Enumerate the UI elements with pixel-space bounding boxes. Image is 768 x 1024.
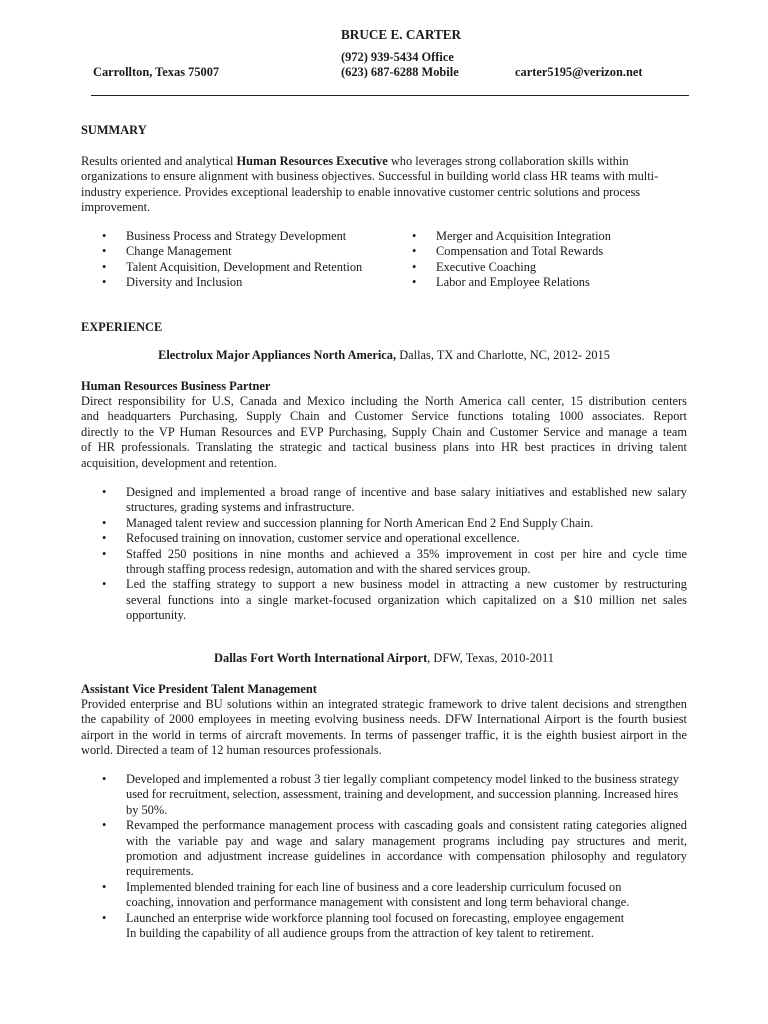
list-item: • Change Management: [102, 244, 232, 259]
description-line: Direct responsibility for U.S, Canada and Mexico including the North America call center, 15 distribution centers: [81, 394, 687, 408]
description-line: of HR professionals. Translating the strategic and tactical business plans into HR best practices in driving talent: [81, 440, 687, 455]
description-line: acquisition, development and retention.: [81, 455, 277, 470]
bullet-icon: •: [102, 546, 107, 561]
job-description: [81, 394, 687, 471]
job-company: Electrolux Major Appliances North America,: [158, 348, 397, 362]
job-title: Human Resources Business Partner: [81, 379, 271, 393]
summary-intro-pre: Results oriented and analytical: [81, 154, 237, 168]
description-line: world. Directed a team of 12 human resources professionals.: [81, 743, 382, 758]
office-phone: (972) 939-5434 Office: [341, 50, 454, 64]
description-line: Provided enterprise and BU solutions within an integrated strategic framework to drive talent decisions and strengthen: [81, 697, 687, 711]
experience-heading: EXPERIENCE: [81, 320, 163, 334]
bullet-icon: •: [412, 244, 417, 259]
description-line: the capability of 2000 employees in meeting evolving business needs. DFW International Airport is the fourth busiest: [81, 712, 687, 727]
list-item: • Refocused training on innovation, customer service and operational excellence.: [102, 531, 520, 546]
job-accomplishments: [81, 772, 687, 941]
description-line: and headquarters Purchasing, Supply Chain and Customer Service functions totaling 1000 associates. Report: [81, 409, 687, 424]
bullet-icon: •: [102, 244, 107, 259]
email-address: carter5195@verizon.net: [515, 65, 643, 79]
list-item: • Executive Coaching: [412, 259, 537, 274]
bullet-icon: •: [102, 259, 107, 274]
bullet-icon: •: [102, 229, 107, 243]
summary-intro-bold: Human Resources Executive: [236, 154, 388, 168]
job-employer-line: [81, 651, 687, 666]
job-accomplishments: [81, 485, 687, 624]
mobile-phone: (623) 687-6288 Mobile: [341, 65, 459, 79]
summary-intro: [81, 154, 687, 216]
bullet-icon: •: [102, 515, 107, 530]
job-description: [81, 697, 687, 759]
bullet-icon: •: [102, 879, 107, 894]
list-item: • Revamped the performance management process with cascading goals and consistent rating categories aligned with the variable pay and wage and salary management programs including pay structures and merit, promotion and adjustment increase guidelines in accordance with compensation philosophy and regulatory requirements.: [102, 818, 687, 879]
bullet-icon: •: [102, 772, 107, 786]
list-item: • Diversity and Inclusion: [102, 275, 243, 290]
bullet-icon: •: [102, 531, 107, 546]
list-item: • Launched an enterprise wide workforce planning tool focused on forecasting, employee engagement In building the capability of all audience groups from the attraction of key talent to retirement.: [102, 910, 625, 941]
summary-intro-line: organizations to ensure alignment with business objectives. Successful in building world class HR teams with multi-: [81, 169, 659, 184]
list-item: • Developed and implemented a robust 3 tier legally compliant competency model linked to the business strategy used for recruitment, selection, assessment, training and development, and succession planning. Increased hires by 50%.: [102, 772, 679, 817]
bullet-icon: •: [412, 229, 417, 243]
bullet-icon: •: [102, 910, 107, 925]
bullet-icon: •: [102, 818, 107, 833]
summary-heading: SUMMARY: [81, 123, 147, 137]
skills-list-right: [391, 229, 687, 291]
address: Carrollton, Texas 75007: [93, 65, 220, 79]
summary-intro-line: industry experience. Provides exceptional leadership to enable innovative customer centric solutions and process: [81, 184, 641, 199]
list-item: • Labor and Employee Relations: [412, 275, 590, 290]
candidate-name: BRUCE E. CARTER: [341, 27, 462, 42]
job-employer-line: [81, 348, 687, 363]
bullet-icon: •: [102, 577, 107, 592]
job-location-dates: , DFW, Texas, 2010-2011: [427, 651, 554, 665]
list-item: • Talent Acquisition, Development and Retention: [102, 259, 363, 274]
summary-intro-line: improvement.: [81, 200, 151, 215]
bullet-icon: •: [412, 275, 417, 290]
list-item: • Managed talent review and succession planning for North American End 2 End Supply Chain.: [102, 515, 594, 530]
job-location-dates: Dallas, TX and Charlotte, NC, 2012- 2015: [396, 348, 610, 362]
job-title: Assistant Vice President Talent Management: [81, 682, 317, 696]
summary-intro-post: who leverages strong collaboration skills within: [387, 154, 629, 168]
job-company: Dallas Fort Worth International Airport: [214, 651, 428, 665]
description-line: airport in the world in terms of aircraft movements. In terms of passenger traffic, it is the eighth busiest airport in the: [81, 727, 687, 742]
list-item: • Designed and implemented a broad range of incentive and base salary initiatives and established new salary structures, grading systems and infrastructure.: [102, 485, 687, 515]
bullet-icon: •: [102, 275, 107, 290]
list-item: • Implemented blended training for each line of business and a core leadership curriculum focused on coaching, innovation and performance management with consistent and long term behavioral change.: [102, 879, 630, 910]
list-item: • Led the staffing strategy to support a new business model in attracting a new customer by restructuring several functions into a single market-focused organization which capitalized on a $10 million net sales opportunity.: [102, 577, 687, 623]
header-divider: [91, 95, 689, 96]
list-item: • Compensation and Total Rewards: [412, 244, 604, 259]
skills-list-left: [81, 229, 401, 291]
summary-intro-line: [81, 154, 687, 169]
list-item: • Merger and Acquisition Integration: [412, 229, 611, 243]
list-item: • Staffed 250 positions in nine months and achieved a 35% improvement in cost per hire and cycle time through staffing process redesign, automation and with the shared services group.: [102, 546, 687, 577]
bullet-icon: •: [102, 485, 107, 499]
list-item: • Business Process and Strategy Development: [102, 229, 347, 243]
bullet-icon: •: [412, 259, 417, 274]
description-line: directly to the VP Human Resources and EVP Purchasing, Supply Chain and Customer Service and manage a team: [81, 424, 687, 439]
